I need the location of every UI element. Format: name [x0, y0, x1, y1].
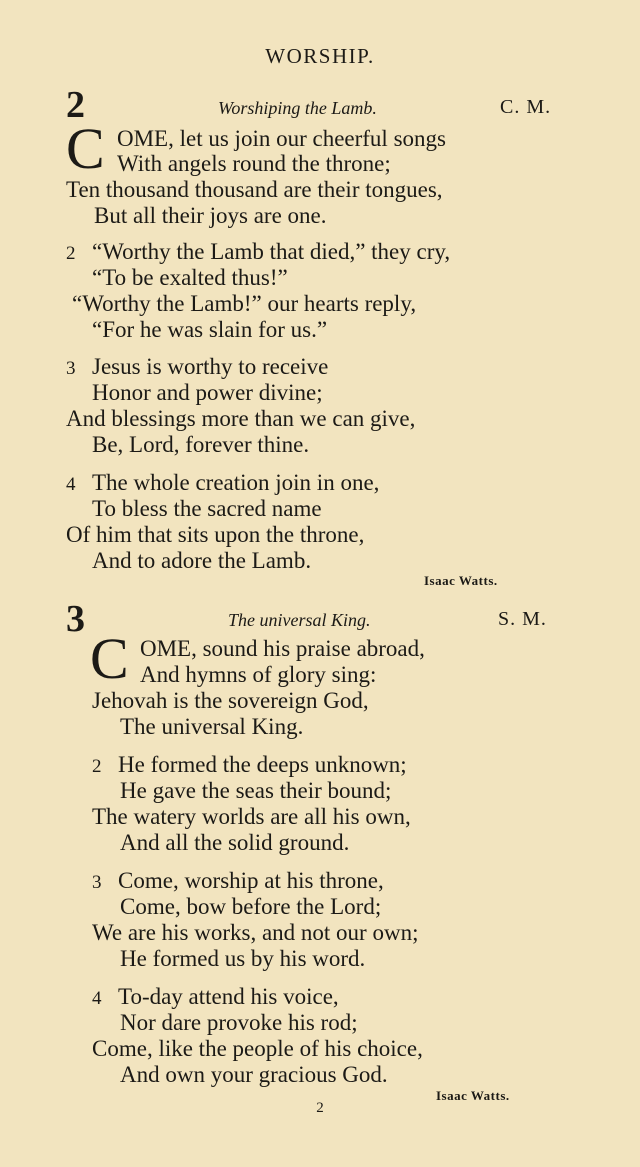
hymn-meter: S. M.	[498, 608, 547, 630]
stanza-first-line	[92, 985, 339, 1008]
hymn-line: “Worthy the Lamb that died,” they cry,	[92, 239, 451, 264]
hymn-line: And to adore the Lamb.	[92, 548, 312, 573]
hymn-line: Come, bow before the Lord;	[120, 894, 382, 919]
hymn-line: OME, let us join our cheerful songs	[117, 126, 446, 151]
hymn-line: To-day attend his voice,	[118, 984, 339, 1009]
page-number: 2	[316, 1100, 324, 1116]
stanza-first-line	[92, 869, 384, 892]
verse-number: 2	[92, 756, 102, 777]
drop-cap: C	[90, 626, 129, 691]
stanza-first-line	[66, 240, 450, 263]
page-header: WORSHIP.	[265, 44, 375, 68]
verse-number: 3	[92, 872, 102, 893]
hymn-line: Ten thousand thousand are their tongues,	[66, 177, 443, 202]
hymn-line: With angels round the throne;	[117, 151, 391, 176]
hymn-line: Be, Lord, forever thine.	[92, 432, 310, 457]
hymn-line: Of him that sits upon the throne,	[66, 522, 365, 547]
hymn-line: OME, sound his praise abroad,	[140, 636, 425, 661]
hymn-line: And hymns of glory sing:	[140, 662, 377, 687]
hymn-line: Come, like the people of his choice,	[92, 1036, 423, 1061]
hymn-line: He formed the deeps unknown;	[118, 752, 407, 777]
stanza-first-line	[66, 355, 328, 378]
hymn-line: Nor dare provoke his rod;	[120, 1010, 358, 1035]
author-credit: Isaac Watts.	[424, 573, 498, 588]
hymn-line: To bless the sacred name	[92, 496, 322, 521]
hymn-line: He gave the seas their bound;	[120, 778, 392, 803]
hymn-line: And all the solid ground.	[120, 830, 350, 855]
hymn-number: 3	[66, 598, 85, 640]
hymn-line: “To be exalted thus!”	[92, 265, 288, 290]
stanza-first-line	[66, 471, 379, 494]
hymn-line: “For he was slain for us.”	[92, 317, 328, 342]
hymn-line: The universal King.	[120, 714, 304, 739]
hymn-meter: C. M.	[500, 96, 552, 118]
hymn-line: Honor and power divine;	[92, 380, 323, 405]
hymn-line: The watery worlds are all his own,	[92, 804, 411, 829]
verse-number: 4	[66, 474, 76, 495]
author-credit: Isaac Watts.	[436, 1088, 510, 1103]
hymn-line: “Worthy the Lamb!” our hearts reply,	[72, 291, 417, 316]
verse-number: 3	[66, 358, 76, 379]
hymn-line: Jesus is worthy to receive	[92, 354, 329, 379]
hymn-title: Worshiping the Lamb.	[218, 98, 377, 118]
hymn-number: 2	[66, 84, 85, 126]
hymn-line: Come, worship at his throne,	[118, 868, 384, 893]
hymn-line: And blessings more than we can give,	[66, 406, 416, 431]
drop-cap: C	[66, 116, 105, 181]
hymn-line: The whole creation join in one,	[92, 470, 380, 495]
hymn-title: The universal King.	[228, 610, 371, 630]
hymn-line: And own your gracious God.	[120, 1062, 388, 1087]
verse-number: 2	[66, 243, 76, 264]
hymn-line: But all their joys are one.	[94, 203, 327, 228]
hymn-line: He formed us by his word.	[120, 946, 366, 971]
stanza-first-line	[92, 753, 407, 776]
hymn-line: We are his works, and not our own;	[92, 920, 419, 945]
hymn-line: Jehovah is the sovereign God,	[92, 688, 369, 713]
verse-number: 4	[92, 988, 102, 1009]
